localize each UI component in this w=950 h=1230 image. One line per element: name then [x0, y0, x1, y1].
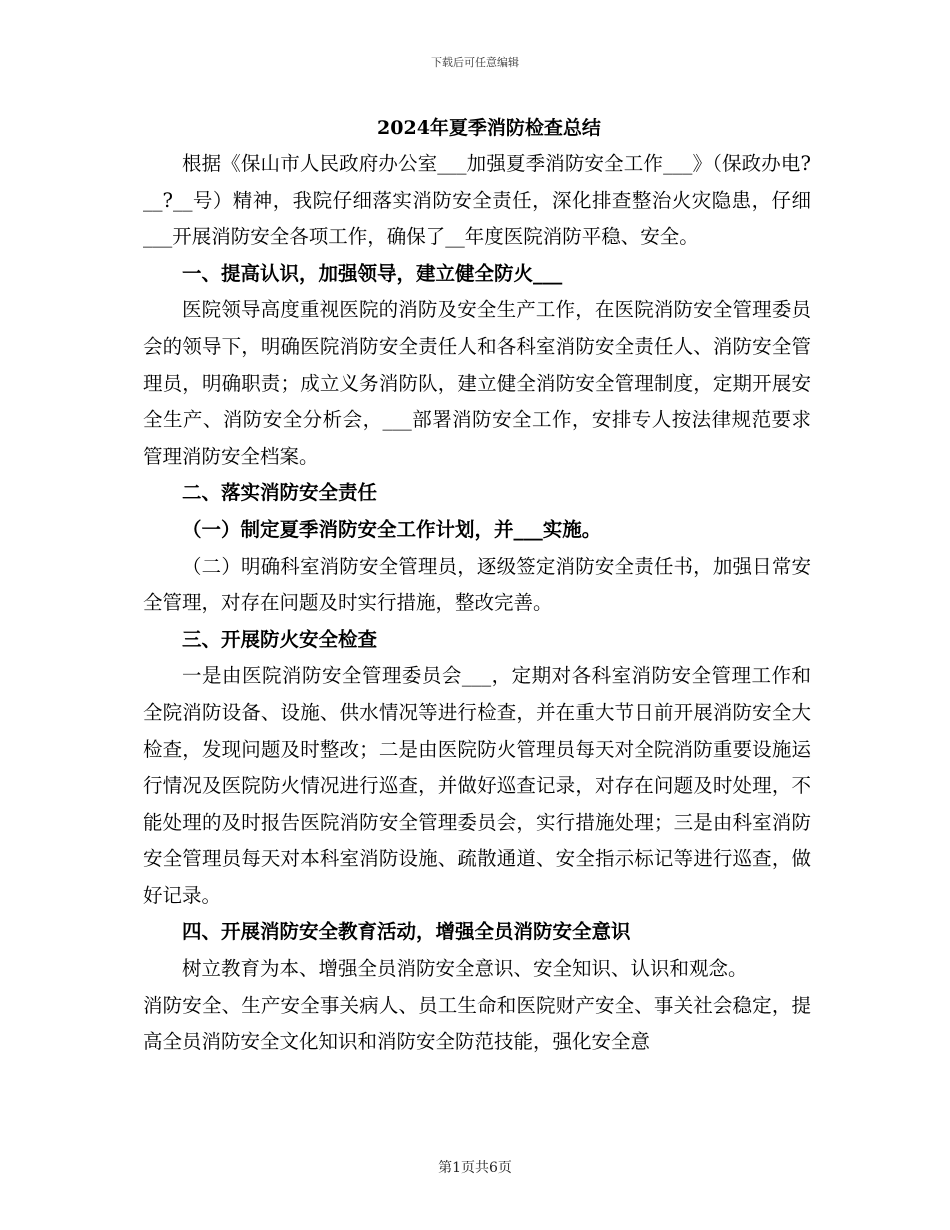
section-3-paragraph: 一是由医院消防安全管理委员会___，定期对各科室消防安全管理工作和全院消防设备、设施、供水情况等进行检查，并在重大节日前开展消防安全大检查，发现问题及时整改；二是由医院防火管理员每天对全院消防重要设施运行情况及医院防火情况进行巡查，并做好巡查记录，对存在问题及时处理，不能处理的及时报告医院消防安全管理委员会，实行措施处理；三是由科室消防安全管理员每天对本科室消防设施、疏散通道、安全指示标记等进行巡查，做好记录。 [143, 664, 811, 907]
section-4-paragraph-1: 树立教育为本、增强全员消防安全意识、安全知识、认识和观念。 [182, 957, 748, 981]
subsection-heading-2-1: （一）制定夏季消防安全工作计划，并___实施。 [182, 517, 602, 541]
subsection-2-2-paragraph: （二）明确科室消防安全管理员，逐级签定消防安全责任书，加强日常安全管理，对存在问题及时实行措施，整改完善。 [143, 554, 811, 615]
document-title: 2024年夏季消防检查总结 [377, 117, 601, 139]
document-body [143, 110, 811, 1061]
page-header-note: 下载后可任意编辑 [431, 56, 519, 69]
section-1-paragraph: 医院领导高度重视医院的消防及安全生产工作，在医院消防安全管理委员会的领导下，明确医院消防安全责任人和各科室消防安全责任人、消防安全管理员，明确职责；成立义务消防队，建立健全消防安全管理制度，定期开展安全生产、消防安全分析会，___部署消防安全工作，安排专人按法律规范要求管理消防安全档案。 [143, 298, 811, 468]
section-heading-3: 三、开展防火安全检查 [182, 627, 378, 651]
section-heading-2: 二、落实消防安全责任 [182, 481, 378, 505]
page-number: 第1页共6页 [438, 1160, 512, 1176]
intro-paragraph: 根据《保山市人民政府办公室___加强夏季消防安全工作___》（保政办电?__?__号）精神，我院仔细落实消防安全责任，深化排查整治火灾隐患，仔细___开展消防安全各项工作，确保了__年度医院消防平稳、安全。 [143, 152, 811, 249]
section-4-paragraph-2: 消防安全、生产安全事关病人、员工生命和医院财产安全、事关社会稳定，提高全员消防安全文化知识和消防安全防范技能，强化安全意 [143, 993, 811, 1054]
section-heading-4: 四、开展消防安全教育活动，增强全员消防安全意识 [182, 920, 631, 944]
section-heading-1: 一、提高认识，加强领导，建立健全防火___ [182, 261, 563, 285]
